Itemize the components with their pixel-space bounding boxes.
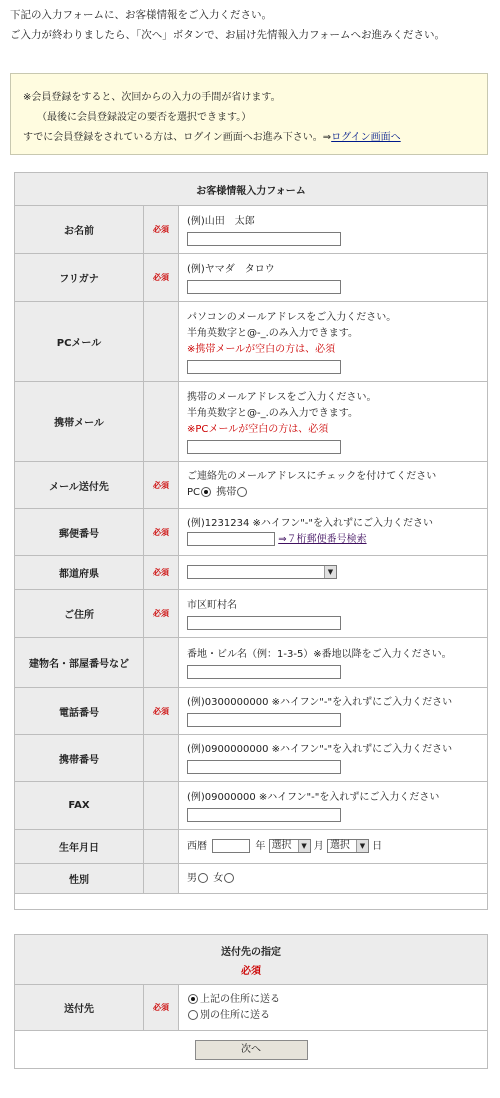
required-badge: 必須	[144, 688, 179, 735]
mail-dest-cell	[179, 462, 488, 509]
mail-dest-pc-label: PC	[187, 487, 201, 498]
birth-year-input[interactable]	[212, 839, 250, 853]
required-badge: 必須	[144, 509, 179, 556]
ship-other-address-radio[interactable]	[188, 1010, 198, 1020]
shipping-title-cell	[15, 935, 488, 985]
fax-input[interactable]	[187, 808, 341, 822]
building-input[interactable]	[187, 665, 341, 679]
next-button-cell	[15, 1031, 488, 1069]
mobile-mail-cell	[179, 382, 488, 462]
form-footer-spacer	[15, 894, 488, 910]
postal-input[interactable]	[187, 532, 275, 546]
birth-day-unit: 日	[372, 840, 383, 852]
customer-info-form	[14, 172, 488, 910]
intro-text	[10, 5, 445, 45]
mobile-number-hint: (例)0900000000 ※ハイフン"-"を入れずにご入力ください	[187, 744, 453, 755]
shipping-title: 送付先の指定	[221, 946, 281, 958]
shipping-label: 送付先	[15, 985, 144, 1031]
empty-required-cell	[144, 638, 179, 688]
empty-required-cell	[144, 782, 179, 830]
shipping-form	[14, 934, 488, 1069]
mobile-number-input[interactable]	[187, 760, 341, 774]
mail-dest-mobile-radio[interactable]	[237, 487, 247, 497]
mail-dest-pc-radio[interactable]	[201, 487, 211, 497]
address-hint: 市区町村名	[187, 599, 237, 611]
furigana-cell	[179, 254, 488, 302]
address-cell	[179, 590, 488, 638]
required-badge: 必須	[144, 985, 179, 1031]
chevron-down-icon: ▼	[324, 566, 336, 578]
postal-hint: (例)1231234 ※ハイフン"-"を入れずにご入力ください	[187, 518, 434, 529]
shipping-options-cell	[179, 985, 488, 1031]
notice-line-1: ※会員登録をすると、次回からの入力の手間が省けます。	[23, 92, 281, 103]
pc-mail-hint-1: パソコンのメールアドレスをご入力ください。	[187, 311, 397, 323]
login-link[interactable]: ログイン画面へ	[331, 132, 401, 143]
pc-mail-hint-3: ※携帯メールが空白の方は、必須	[187, 343, 336, 355]
furigana-hint: (例)ヤマダ タロウ	[187, 263, 275, 275]
required-badge: 必須	[144, 556, 179, 590]
phone-input[interactable]	[187, 713, 341, 727]
shipping-required-note: 必須	[241, 965, 261, 977]
mobile-mail-hint-2: 半角英数字と@-_.のみ入力できます。	[187, 407, 358, 419]
mobile-number-cell	[179, 735, 488, 782]
address-label: ご住所	[15, 590, 144, 638]
ship-same-address-label: 上記の住所に送る	[200, 993, 280, 1005]
required-badge: 必須	[144, 462, 179, 509]
chevron-down-icon: ▼	[356, 840, 368, 852]
mail-dest-label: メール送付先	[15, 462, 144, 509]
building-cell	[179, 638, 488, 688]
notice-line-2: （最後に会員登録設定の要否を選択できます。）	[37, 112, 252, 123]
mobile-number-label: 携帯番号	[15, 735, 144, 782]
birth-cell	[179, 830, 488, 864]
birth-day-select[interactable]: 選択 ▼	[327, 839, 369, 853]
prefecture-select[interactable]	[187, 565, 337, 579]
form-title: お客様情報入力フォーム	[15, 173, 488, 206]
phone-label: 電話番号	[15, 688, 144, 735]
gender-female-radio[interactable]	[224, 873, 234, 883]
pc-mail-input[interactable]	[187, 360, 341, 374]
empty-required-cell	[144, 735, 179, 782]
mail-dest-hint: ご連絡先のメールアドレスにチェックを付けてください	[187, 471, 437, 482]
building-hint: 番地・ビル名（例：1-3-5）※番地以降をご入力ください。	[187, 648, 452, 660]
birth-label: 生年月日	[15, 830, 144, 864]
gender-male-label: 男	[187, 872, 197, 884]
next-button[interactable]: 次へ	[195, 1040, 308, 1060]
empty-required-cell	[144, 302, 179, 382]
fax-label: FAX	[15, 782, 144, 830]
required-badge: 必須	[144, 254, 179, 302]
notice-line-3: すでに会員登録をされている方は、ログイン画面へお進み下さい。⇒ログイン画面へ	[23, 132, 401, 143]
required-badge: 必須	[144, 206, 179, 254]
intro-line-1: 下記の入力フォームに、お客様情報をご入力ください。	[10, 9, 272, 21]
empty-required-cell	[144, 382, 179, 462]
postal-search-link[interactable]: ⇒７桁郵便番号検索	[278, 534, 367, 545]
phone-cell	[179, 688, 488, 735]
postal-cell	[179, 509, 488, 556]
mobile-mail-label: 携帯メール	[15, 382, 144, 462]
furigana-label: フリガナ	[15, 254, 144, 302]
gender-cell	[179, 864, 488, 894]
birth-month-unit: 月	[313, 840, 324, 852]
name-label: お名前	[15, 206, 144, 254]
phone-hint: (例)0300000000 ※ハイフン"-"を入れずにご入力ください	[187, 697, 453, 708]
intro-line-2: ご入力が終わりましたら、「次へ」ボタンで、お届け先情報入力フォームへお進みください。	[10, 29, 446, 41]
empty-required-cell	[144, 864, 179, 894]
address-input[interactable]	[187, 616, 341, 630]
gender-female-label: 女	[213, 872, 224, 884]
mobile-mail-input[interactable]	[187, 440, 341, 454]
mobile-mail-hint-1: 携帯のメールアドレスをご入力ください。	[187, 391, 377, 403]
pc-mail-label: PCメール	[15, 302, 144, 382]
building-label: 建物名・部屋番号など	[15, 638, 144, 688]
birth-year-unit: 年	[255, 840, 266, 852]
mobile-mail-hint-3: ※PCメールが空白の方は、必須	[187, 423, 329, 435]
name-cell	[179, 206, 488, 254]
ship-other-address-label: 別の住所に送る	[200, 1009, 270, 1021]
empty-required-cell	[144, 830, 179, 864]
fax-hint: (例)09000000 ※ハイフン"-"を入れずにご入力ください	[187, 791, 440, 803]
prefecture-cell	[179, 556, 488, 590]
gender-label: 性別	[15, 864, 144, 894]
name-hint: (例)山田 太郎	[187, 215, 255, 227]
gender-male-radio[interactable]	[198, 873, 208, 883]
pc-mail-hint-2: 半角英数字と@-_.のみ入力できます。	[187, 327, 358, 339]
mail-dest-mobile-label: 携帯	[216, 487, 237, 498]
birth-month-select[interactable]: 選択 ▼	[269, 839, 311, 853]
furigana-input[interactable]	[187, 280, 341, 294]
name-input[interactable]	[187, 232, 341, 246]
member-notice	[10, 73, 488, 155]
required-badge: 必須	[144, 590, 179, 638]
birth-era: 西暦	[187, 840, 207, 852]
chevron-down-icon: ▼	[298, 840, 310, 852]
postal-label: 郵便番号	[15, 509, 144, 556]
fax-cell	[179, 782, 488, 830]
prefecture-label: 都道府県	[15, 556, 144, 590]
ship-same-address-radio[interactable]	[188, 994, 198, 1004]
pc-mail-cell	[179, 302, 488, 382]
